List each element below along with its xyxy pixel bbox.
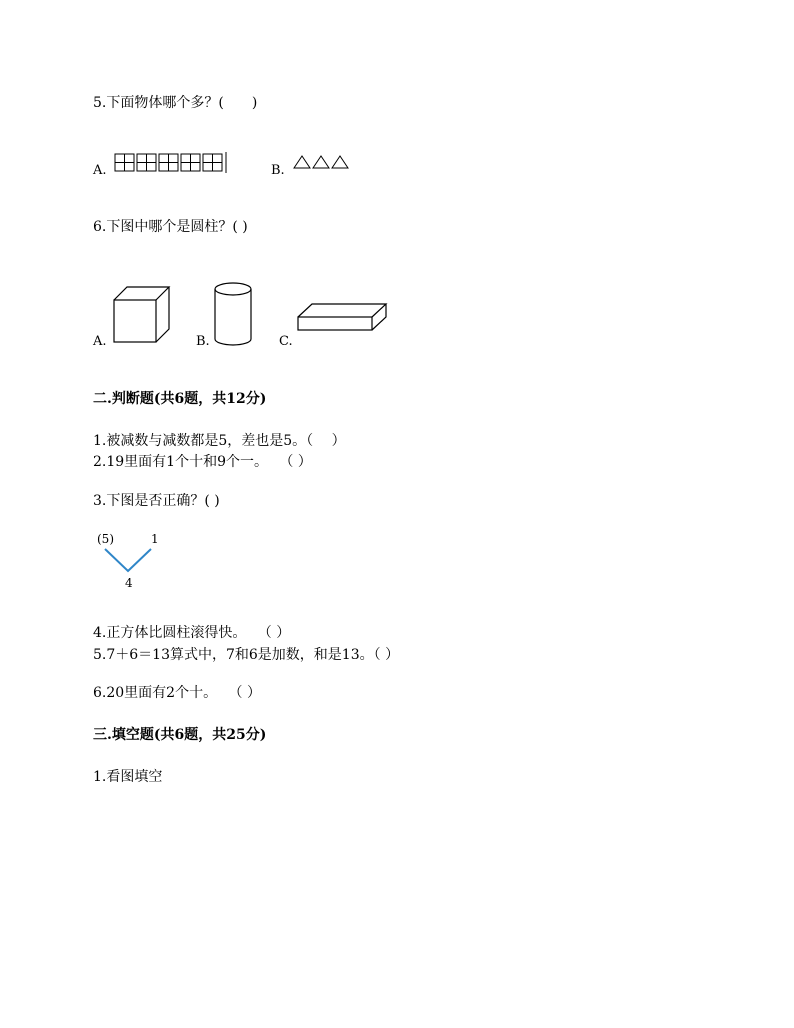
q5-option-b-label: B.: [271, 163, 285, 178]
decomposition-lines: [103, 546, 155, 574]
section2-item-1: 1.被减数与减数都是5，差也是5。（ ）: [93, 433, 346, 449]
diagram-left-number: (5): [97, 532, 114, 546]
diagram-bottom-number: 4: [125, 576, 133, 590]
diagram-right-number: 1: [151, 532, 159, 546]
q5-option-a-label: A.: [93, 163, 107, 178]
q6-question: 6.下图中哪个是圆柱？( ): [93, 219, 248, 235]
q6-option-c-label: C.: [279, 334, 293, 349]
section3-heading: 三.填空题(共6题，共25分): [93, 727, 267, 743]
grid-squares-icon: [114, 152, 230, 174]
triangles-icon: [293, 154, 351, 170]
section2-item-5: 5.7＋6＝13算式中，7和6是加数，和是13。（ ）: [93, 647, 400, 663]
section2-item-3: 3.下图是否正确？( ): [93, 493, 220, 509]
section2-item-4: 4.正方体比圆柱滚得快。 （ ）: [93, 625, 291, 641]
cuboid-icon: [297, 302, 389, 332]
cube-icon: [113, 286, 171, 344]
section3-item-1: 1.看图填空: [93, 769, 163, 785]
section2-heading: 二.判断题(共6题，共12分): [93, 391, 267, 407]
q6-option-a-label: A.: [93, 334, 107, 349]
q5-question: 5.下面物体哪个多？( ): [93, 95, 258, 111]
section2-item-6: 6.20里面有2个十。 （ ）: [93, 685, 261, 701]
q6-option-b-label: B.: [196, 334, 210, 349]
section2-item-2: 2.19里面有1个十和9个一。 （ ）: [93, 454, 312, 470]
cylinder-icon: [213, 281, 253, 347]
